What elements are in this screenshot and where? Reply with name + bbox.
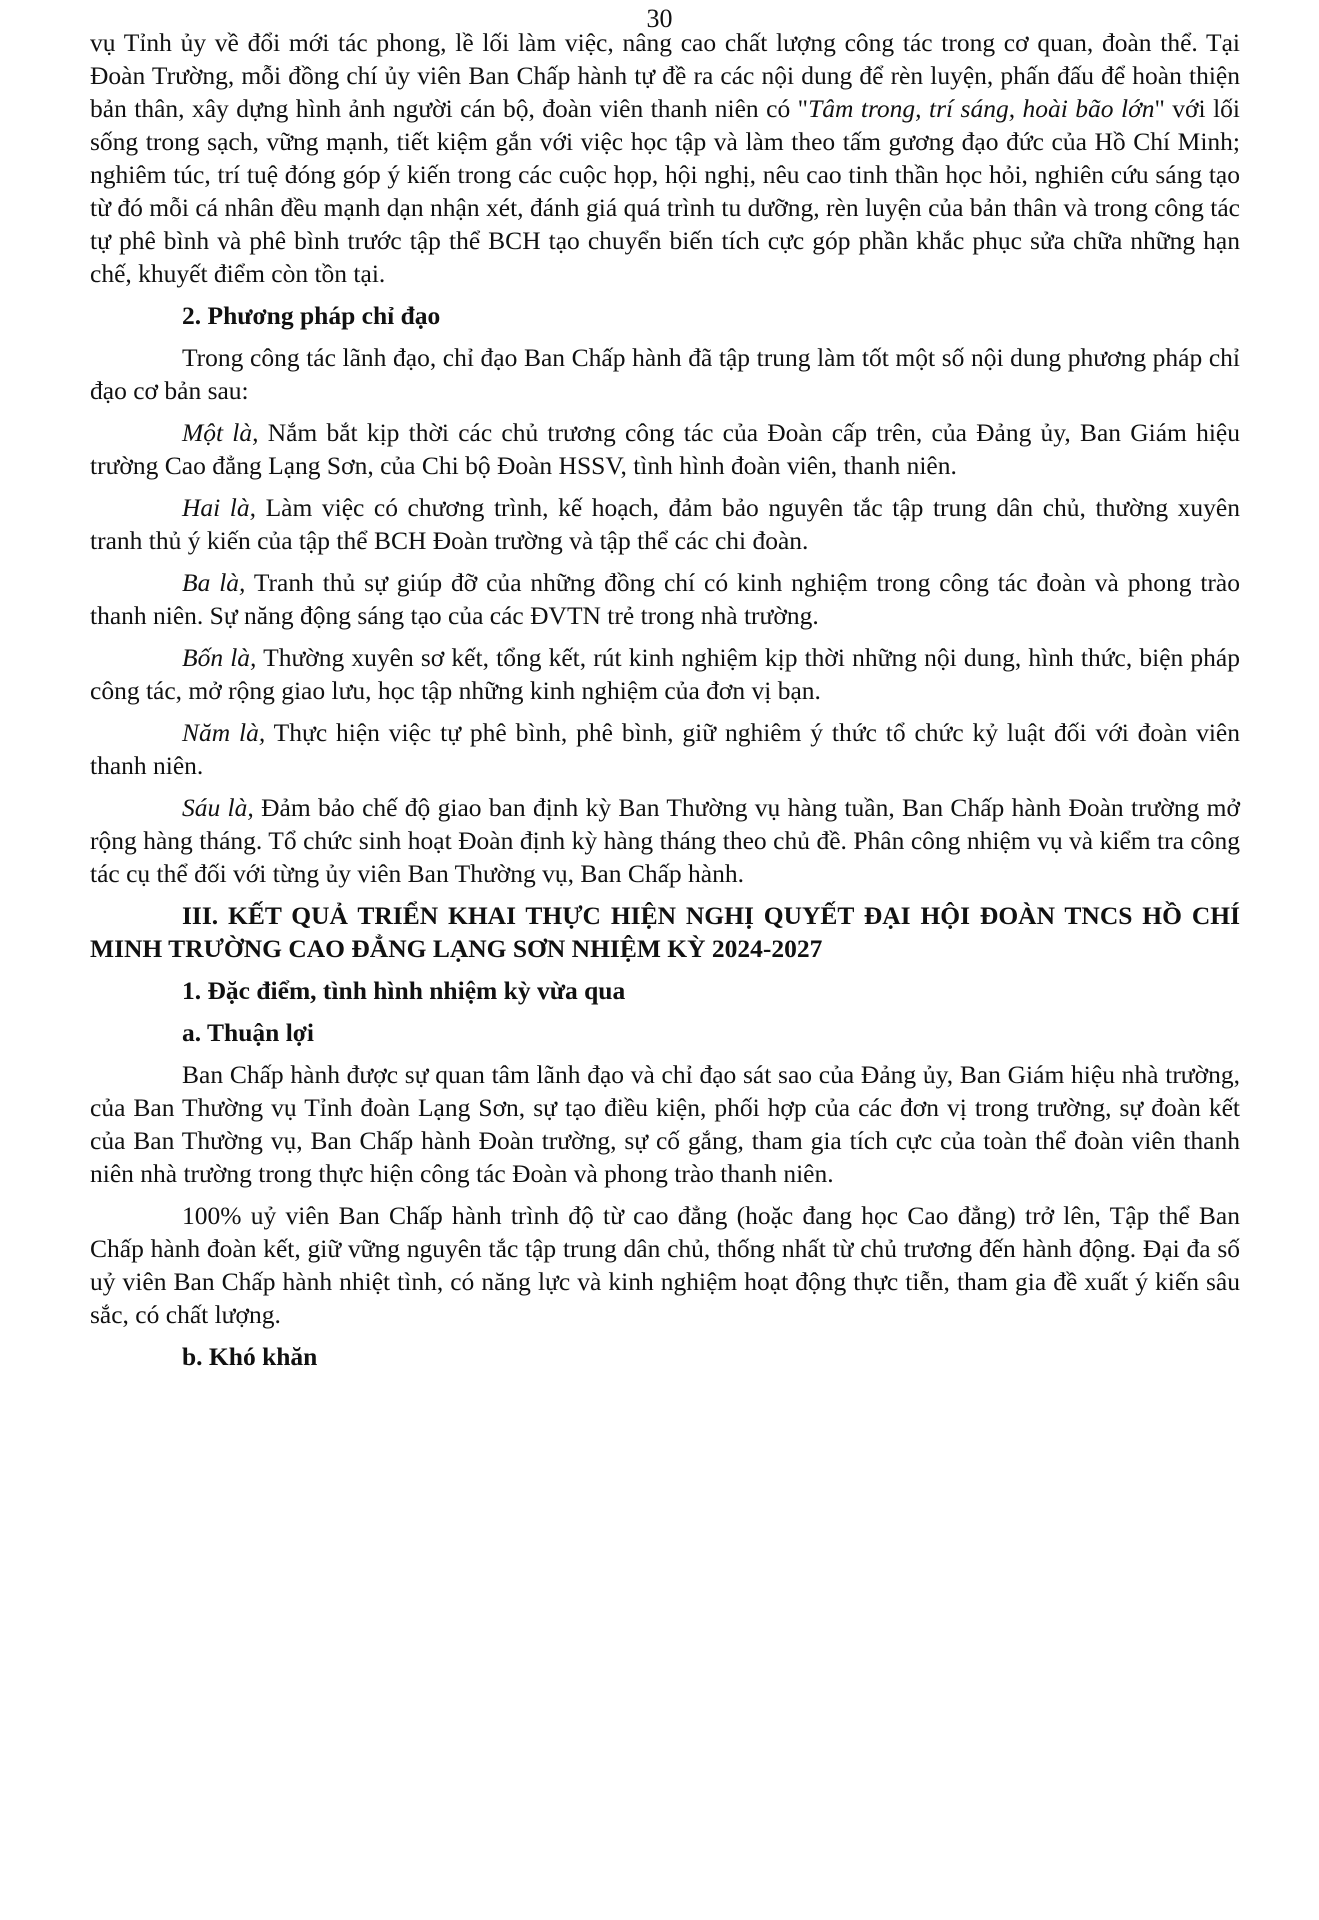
item-lead: Hai là,	[182, 493, 257, 522]
paragraph-text: " với lối sống trong sạch, vững mạnh, tiết kiệm gắn với việc học tập và làm theo tấm gương đạo đức của Hồ Chí Minh; nghiêm túc, trí tuệ đóng góp ý kiến trong các cuộc họp, hội nghị, nêu cao tinh thần học hỏi, nghiên cứu sáng tạo từ đó mỗi cá nhân đều mạnh dạn nhận xét, đánh giá quá trình tu dưỡng, rèn luyện của bản thân và trong công tác tự phê bình và phê bình trước tập thể BCH tạo chuyển biến tích cực góp phần khắc phục sửa chữa những hạn chế, khuyết điểm còn tồn tại.	[90, 94, 1240, 288]
list-item	[90, 416, 1240, 482]
paragraph-intro: Trong công tác lãnh đạo, chỉ đạo Ban Chấp hành đã tập trung làm tốt một số nội dung phương pháp chỉ đạo cơ bản sau:	[90, 343, 1240, 405]
list-item	[90, 491, 1240, 557]
list-item	[90, 566, 1240, 632]
subsection-heading-difficulties: b. Khó khăn	[182, 1342, 318, 1371]
item-text: Nắm bắt kịp thời các chủ trương công tác của Đoàn cấp trên, của Đảng ủy, Ban Giám hiệu trường Cao đẳng Lạng Sơn, của Chi bộ Đoàn HSSV, tình hình đoàn viên, thanh niên.	[90, 418, 1240, 480]
item-lead: Sáu là,	[182, 793, 254, 822]
quoted-motto: Tâm trong, trí sáng, hoài bão lớn	[808, 94, 1155, 123]
item-text: Làm việc có chương trình, kế hoạch, đảm bảo nguyên tắc tập trung dân chủ, thường xuyên tranh thủ ý kiến của tập thể BCH Đoàn trường và tập thể các chi đoàn.	[90, 493, 1241, 555]
item-lead: Một là,	[182, 418, 259, 447]
list-item	[90, 716, 1240, 782]
item-text: Đảm bảo chế độ giao ban định kỳ Ban Thường vụ hàng tuần, Ban Chấp hành Đoàn trường mở rộng hàng tháng. Tổ chức sinh hoạt Đoàn định kỳ hàng tháng theo chủ đề. Phân công nhiệm vụ và kiểm tra công tác cụ thể đối với từng ủy viên Ban Thường vụ, Ban Chấp hành.	[90, 793, 1241, 888]
item-lead: Năm là,	[182, 718, 266, 747]
list-item	[90, 641, 1240, 707]
section-heading-directing-method: 2. Phương pháp chỉ đạo	[182, 301, 441, 330]
paragraph-continued	[90, 26, 1240, 290]
paragraph-advantages-2: 100% uỷ viên Ban Chấp hành trình độ từ cao đẳng (hoặc đang học Cao đẳng) trở lên, Tập thể Ban Chấp hành đoàn kết, giữ vững nguyên tắc tập trung dân chủ, thống nhất từ chủ trương đến hành động. Đại đa số uỷ viên Ban Chấp hành nhiệt tình, có năng lực và kinh nghiệm hoạt động thực tiễn, tham gia đề xuất ý kiến sâu sắc, có chất lượng.	[90, 1201, 1240, 1329]
document-body	[90, 26, 1240, 1373]
paragraph-text: vụ Tỉnh ủy về đổi mới tác phong, lề lối làm việc, nâng cao chất lượng công tác trong cơ quan, đoàn thể. Tại Đoàn Trường, mỗi đồng chí ủy viên Ban Chấp hành tự đề ra các nội dung để rèn luyện, phấn đấu để hoàn thiện bản thân, xây dựng hình ảnh người cán bộ, đoàn viên thanh niên có "	[90, 28, 1240, 123]
subsection-heading-characteristics: 1. Đặc điểm, tình hình nhiệm kỳ vừa qua	[182, 976, 626, 1005]
item-lead: Bốn là,	[182, 643, 257, 672]
item-lead: Ba là,	[182, 568, 246, 597]
item-text: Thực hiện việc tự phê bình, phê bình, giữ nghiêm ý thức tổ chức kỷ luật đối với đoàn viên thanh niên.	[90, 718, 1240, 780]
subsection-heading-advantages: a. Thuận lợi	[182, 1018, 315, 1047]
page-number: 30	[646, 4, 673, 33]
item-text: Thường xuyên sơ kết, tổng kết, rút kinh nghiệm kịp thời những nội dung, hình thức, biện pháp công tác, mở rộng giao lưu, học tập những kinh nghiệm của đơn vị bạn.	[90, 643, 1240, 705]
item-text: Tranh thủ sự giúp đỡ của những đồng chí có kinh nghiệm trong công tác đoàn và phong trào thanh niên. Sự năng động sáng tạo của các ĐVTN trẻ trong nhà trường.	[90, 568, 1240, 630]
section-heading-results: III. KẾT QUẢ TRIỂN KHAI THỰC HIỆN NGHỊ QUYẾT ĐẠI HỘI ĐOÀN TNCS HỒ CHÍ MINH TRƯỜNG CAO ĐẲNG LẠNG SƠN NHIỆM KỲ 2024-2027	[90, 901, 1240, 963]
list-item	[90, 791, 1240, 890]
paragraph-advantages-1: Ban Chấp hành được sự quan tâm lãnh đạo và chỉ đạo sát sao của Đảng ủy, Ban Giám hiệu nhà trường, của Ban Thường vụ Tỉnh đoàn Lạng Sơn, sự tạo điều kiện, phối hợp của các đơn vị trong trường, sự đoàn kết của Ban Thường vụ, Ban Chấp hành Đoàn trường, sự cố gắng, tham gia tích cực của toàn thể đoàn viên thanh niên nhà trường trong thực hiện công tác Đoàn và phong trào thanh niên.	[90, 1060, 1240, 1188]
